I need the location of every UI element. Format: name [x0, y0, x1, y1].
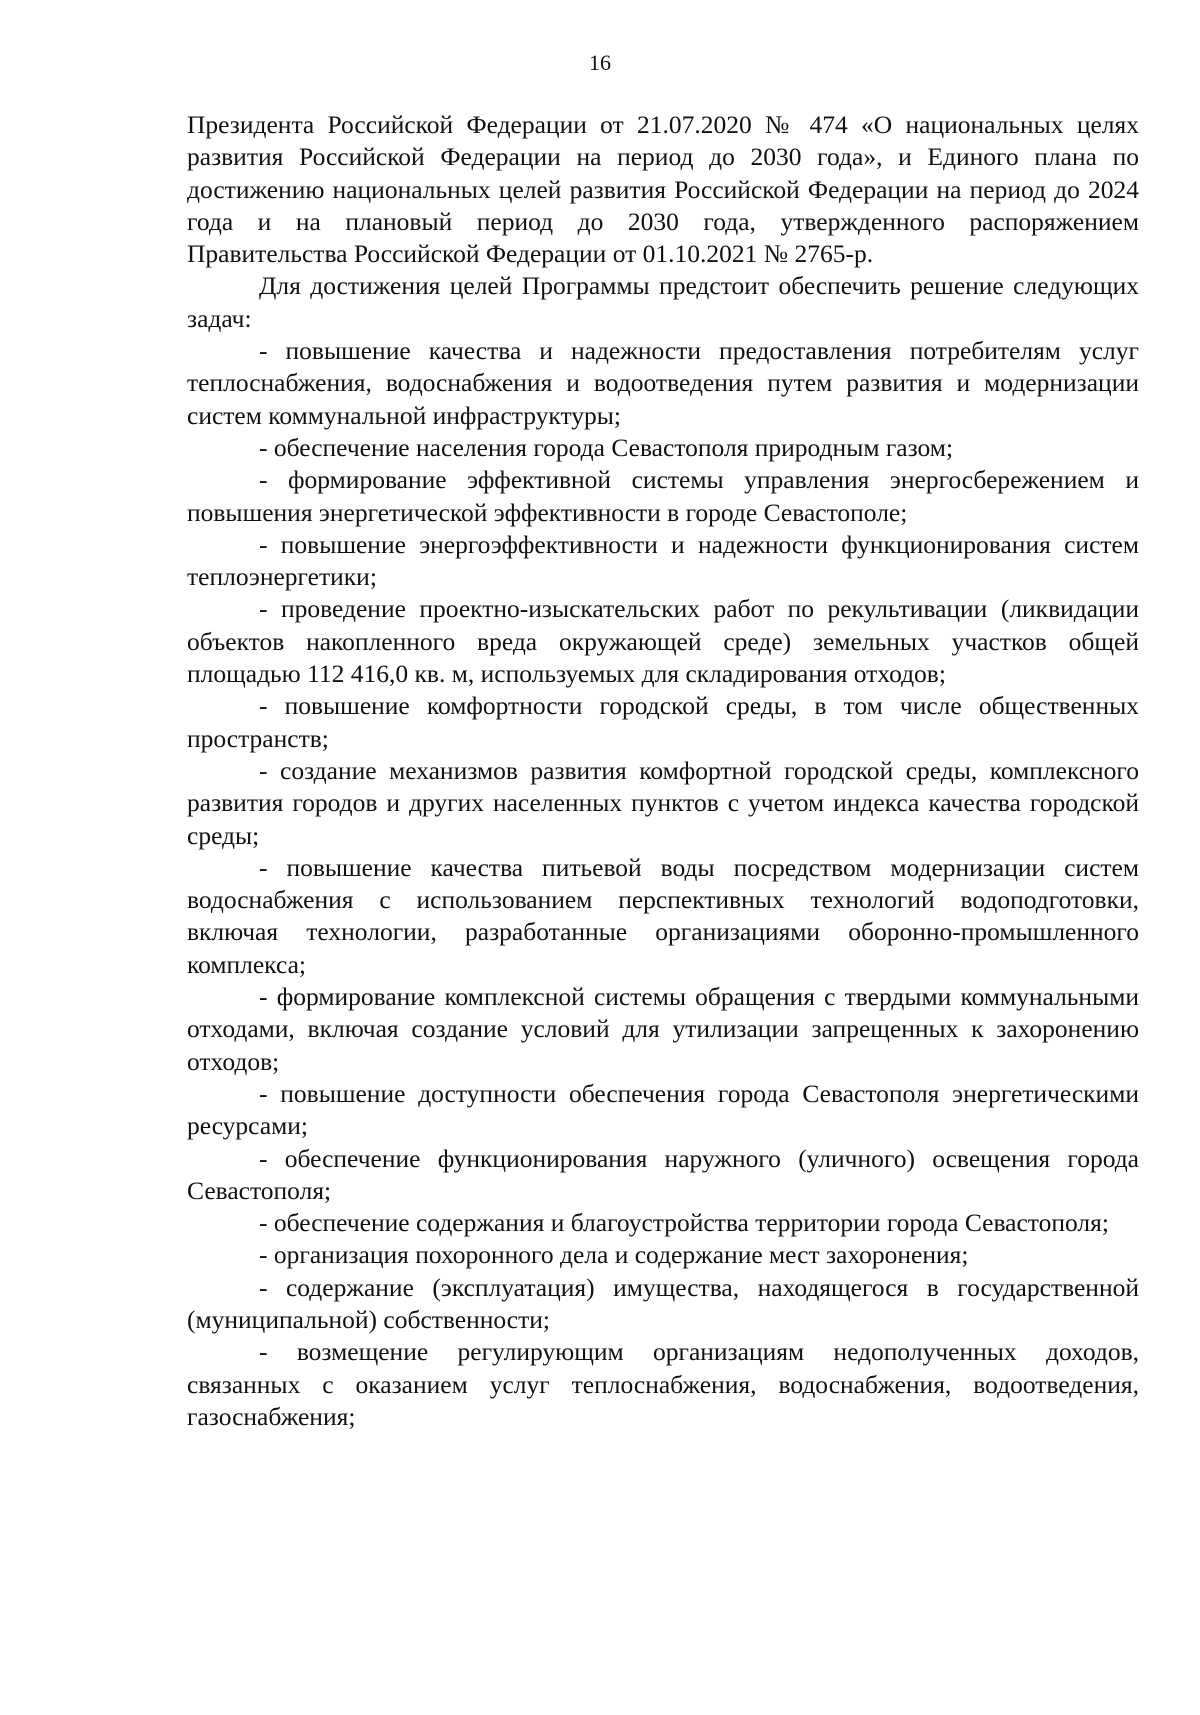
task-item: - повышение доступности обеспечения города Севастополя энергетическими ресурсами;: [187, 1078, 1139, 1141]
tasks-lead-paragraph: Для достижения целей Программы предстоит обеспечить решение следующих задач:: [187, 271, 1139, 333]
task-item: - обеспечение населения города Севастополя природным газом;: [259, 432, 954, 462]
task-item: - формирование эффективной системы управления энергосбережением и повышения энергетической эффективности в городе Севастополе;: [187, 465, 1139, 527]
task-item: - возмещение регулирующим организациям недополученных доходов, связанных с оказанием услуг теплоснабжения, водоснабжения, водоотведения, газоснабжения;: [187, 1337, 1139, 1431]
intro-paragraph: Президента Российской Федерации от 21.07.2020 № 474 «О национальных целях развития Российской Федерации на период до 2030 года», и Единого плана по достижению национальных целей развития Российской Федерации на период до 2024 года и на плановый период до 2030 года, утвержденного распоряжением Правительства Российской Федерации от 01.10.2021 № 2765-р.: [187, 110, 1139, 269]
task-item: - проведение проектно-изыскательских работ по рекультивации (ликвидации объектов накопленного вреда окружающей среде) земельных участков общей площадью 112 416,0 кв. м, используемых для складирования отходов;: [187, 594, 1139, 689]
task-item: - содержание (эксплуатация) имущества, находящегося в государственной (муниципальной) собственности;: [187, 1272, 1139, 1334]
task-item: - организация похоронного дела и содержание мест захоронения;: [259, 1240, 969, 1270]
task-item: - повышение качества и надежности предоставления потребителям услуг теплоснабжения, водоснабжения и водоотведения путем развития и модернизации систем коммунальной инфраструктуры;: [187, 336, 1139, 430]
task-item: - повышение комфортности городской среды, в том числе общественных пространств;: [187, 691, 1139, 753]
task-item: - обеспечение содержания и благоустройства территории города Севастополя;: [259, 1208, 1109, 1238]
page-number: 16: [589, 50, 611, 75]
task-item: - обеспечение функционирования наружного (уличного) освещения города Севастополя;: [187, 1143, 1139, 1205]
task-item: - повышение энергоэффективности и надежности функционирования систем теплоэнергетики;: [187, 529, 1139, 592]
task-item: - формирование комплексной системы обращения с твердыми коммунальными отходами, включая создание условий для утилизации запрещенных к захоронению отходов;: [187, 982, 1139, 1076]
document-body: [187, 109, 1139, 1433]
task-item: - создание механизмов развития комфортной городской среды, комплексного развития городов и других населенных пунктов с учетом индекса качества городской среды;: [187, 755, 1139, 850]
task-item: - повышение качества питьевой воды посредством модернизации систем водоснабжения с использованием перспективных технологий водоподготовки, включая технологии, разработанные организациями оборонно-промышленного комплекса;: [187, 852, 1139, 979]
